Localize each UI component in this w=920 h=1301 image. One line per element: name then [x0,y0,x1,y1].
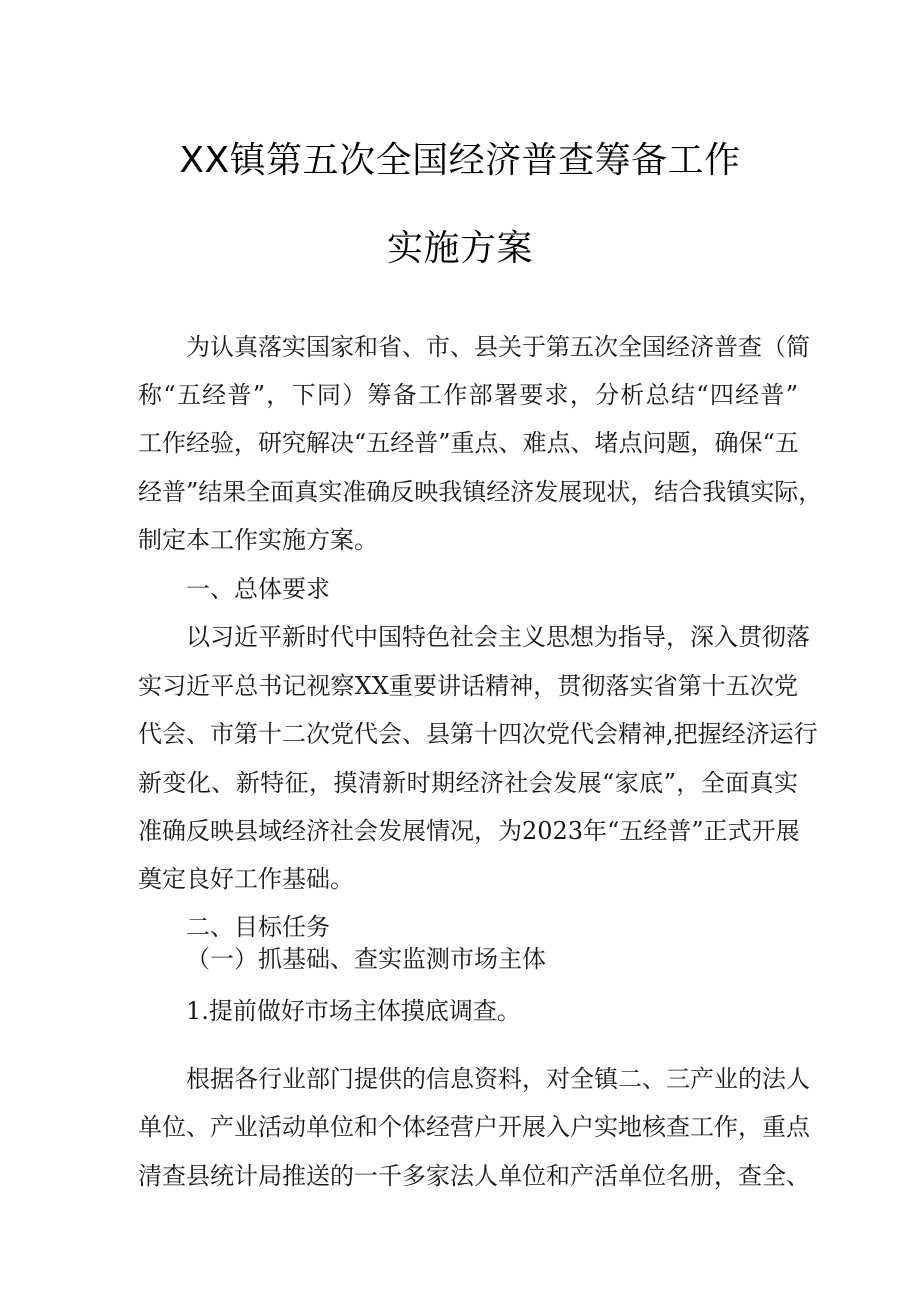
paragraph-requirements-line-2: 实习近平总书记视察XX重要讲话精神，贯彻落实省第十五次党 [138,672,798,700]
paragraph-survey-line-3: 清查县统计局推送的一千多家法人单位和产活单位名册，查全、 [138,1162,810,1190]
paragraph-intro-line-3: 工作经验，研究解决“五经普”重点、难点、堵点问题，确保“五 [138,429,799,457]
paragraph-requirements-line-5: 准确反映县域经济社会发展情况，为2023年“五经普”正式开展 [138,817,800,845]
paragraph-survey-line-1: 根据各行业部门提供的信息资料，对全镇二、三产业的法人 [186,1065,810,1093]
paragraph-requirements-line-4: 新变化、新特征，摸清新时期经济社会发展“家底”，全面真实 [138,769,798,797]
item-heading-1: 1.提前做好市场主体摸底调查。 [186,997,521,1025]
paragraph-intro-line-1: 为认真落实国家和省、市、县关于第五次全国经济普查（简 [186,333,810,361]
subsection-heading-1: （一）抓基础、查实监测市场主体 [186,945,546,973]
section-heading-1: 一、总体要求 [186,575,330,603]
section-heading-2: 二、目标任务 [186,913,330,941]
paragraph-intro-line-5: 制定本工作实施方案。 [138,526,378,554]
paragraph-requirements-line-1: 以习近平新时代中国特色社会主义思想为指导，深入贯彻落 [186,623,810,651]
paragraph-intro-line-4: 经普”结果全面真实准确反映我镇经济发展现状，结合我镇实际， [138,478,823,506]
title-line-2: 实施方案 [386,228,533,269]
paragraph-requirements-line-3: 代会、市第十二次党代会、县第十四次党代会精神,把握经济运行 [138,720,818,748]
paragraph-intro-line-2: 称“五经普”，下同）筹备工作部署要求，分析总结“四经普” [138,381,798,409]
paragraph-survey-line-2: 单位、产业活动单位和个体经营户开展入户实地核查工作，重点 [138,1113,810,1141]
title-line-1: XX镇第五次全国经济普查筹备工作 [179,140,741,181]
paragraph-requirements-line-6: 奠定良好工作基础。 [138,865,354,893]
